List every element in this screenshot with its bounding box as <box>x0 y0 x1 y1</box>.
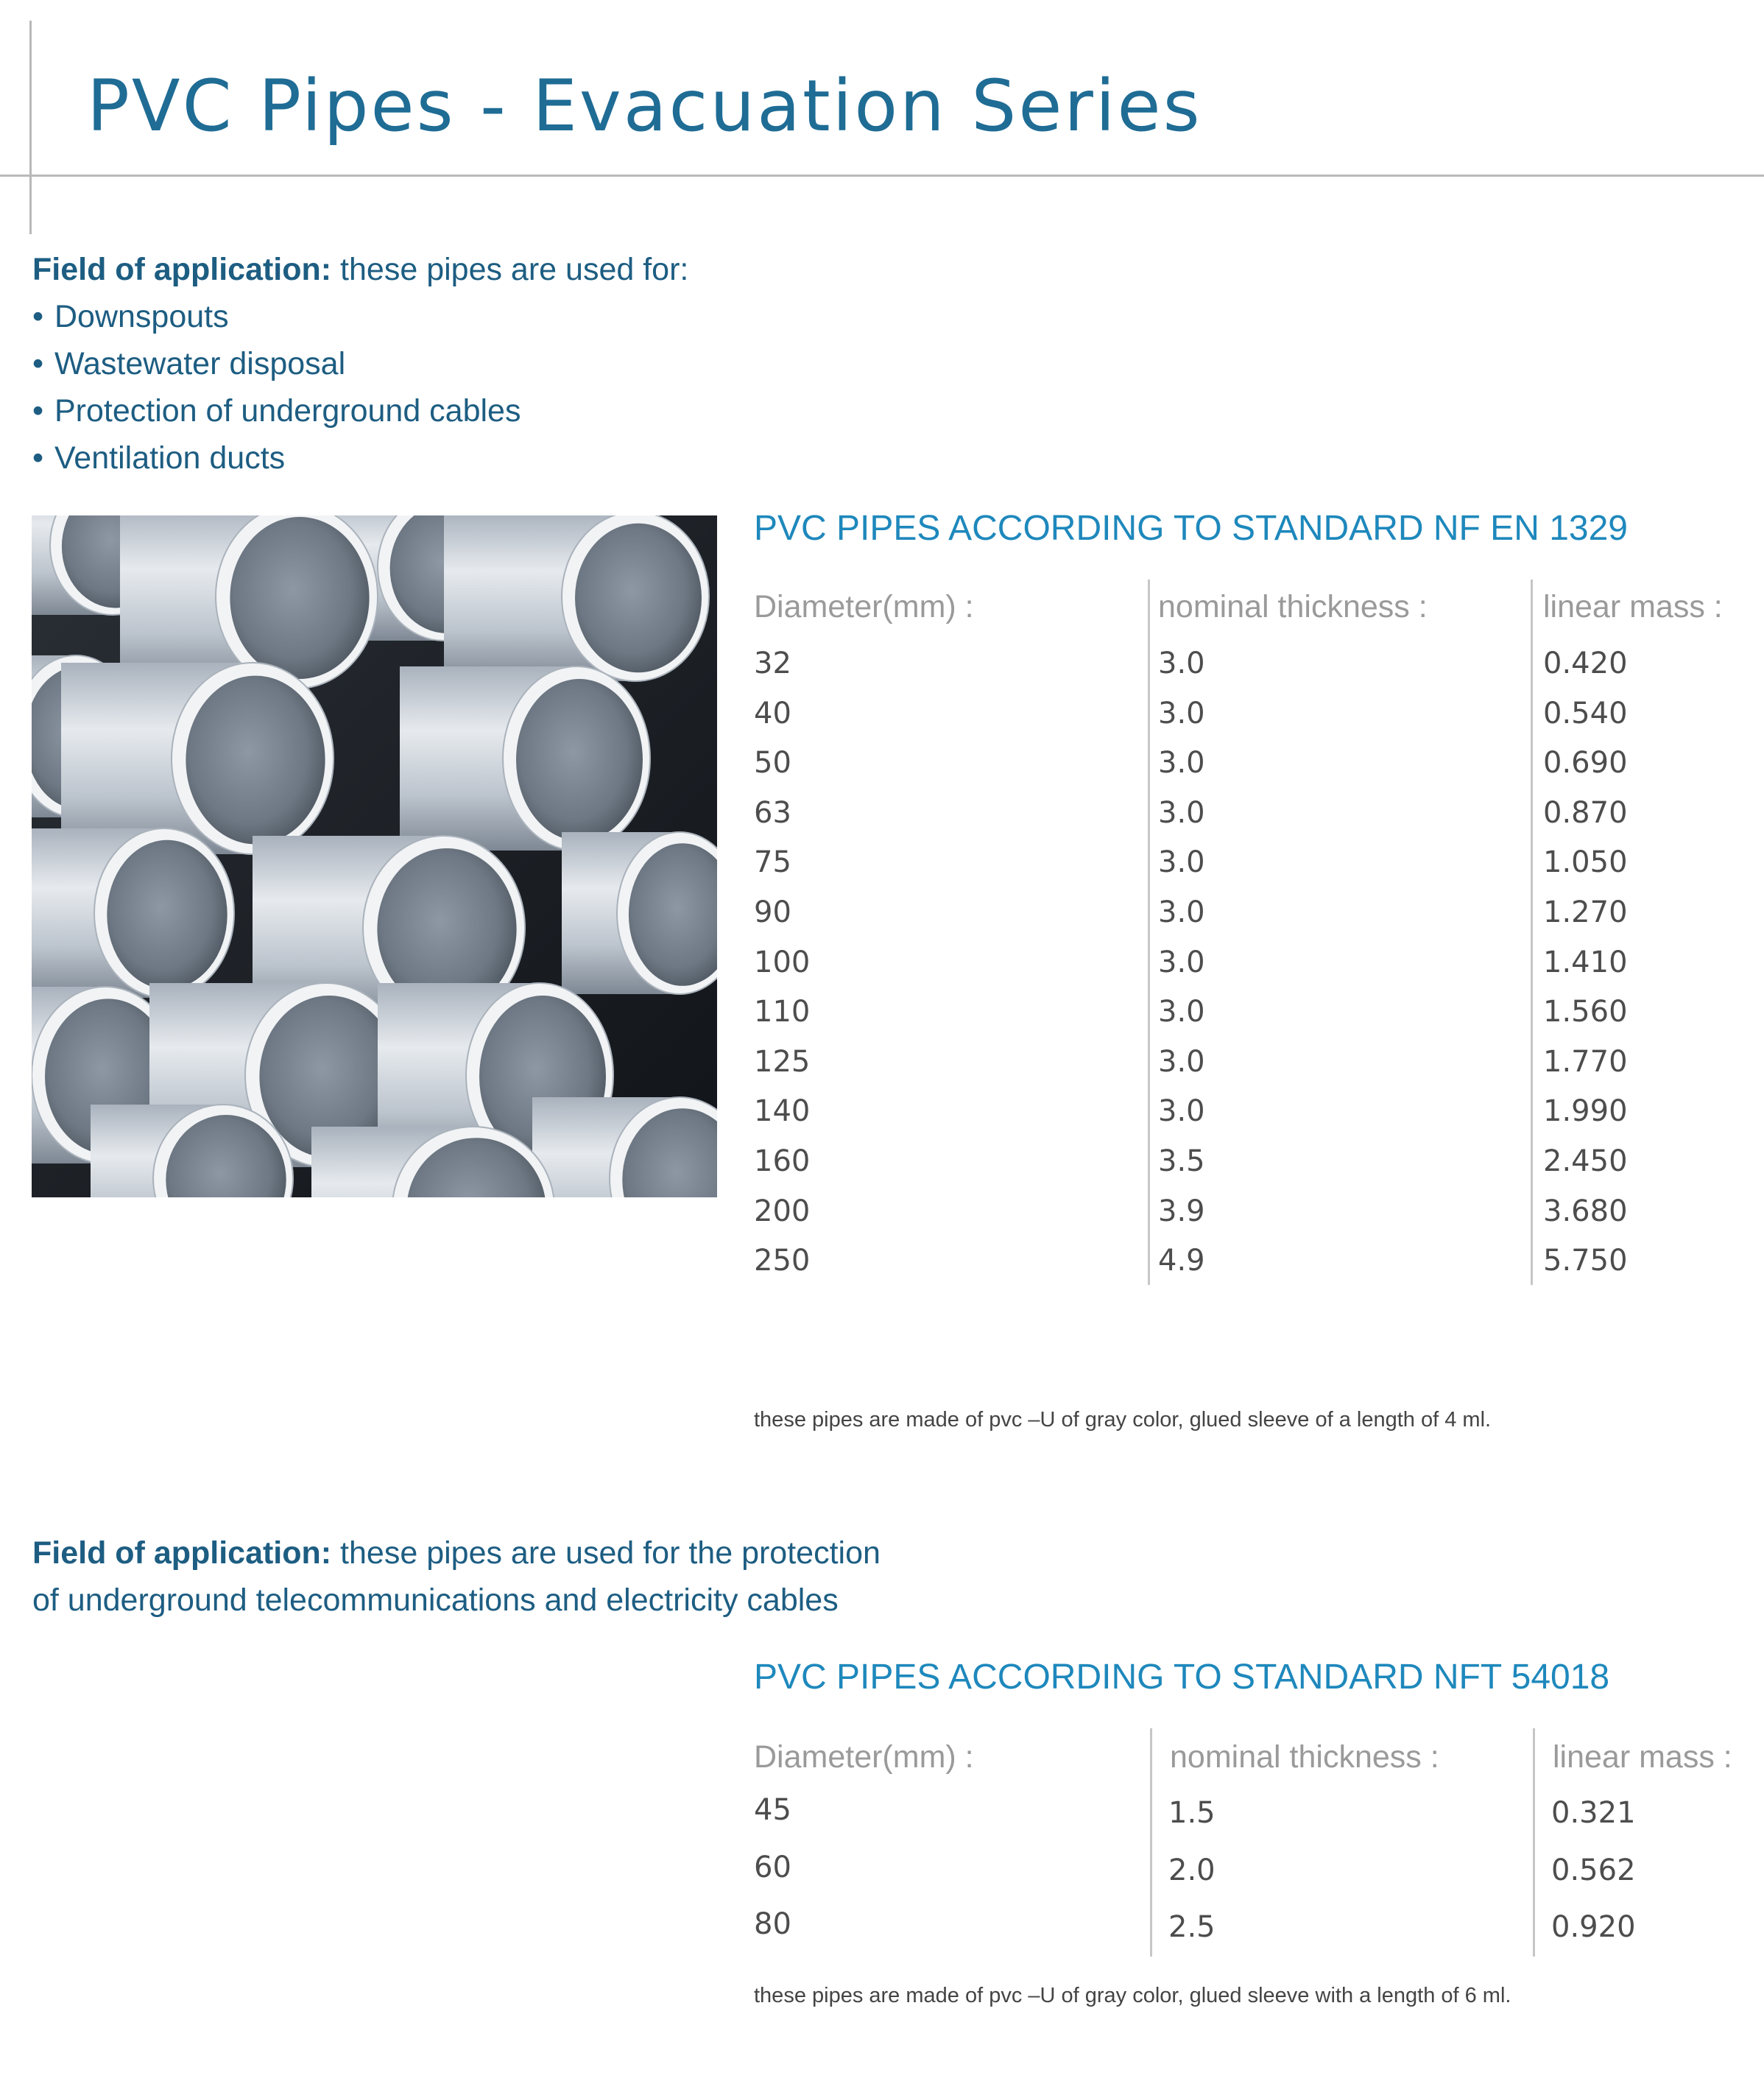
cell-mass: 3.680 <box>1543 1194 1628 1228</box>
cell-diameter: 100 <box>754 945 811 979</box>
column-header-diameter: Diameter(mm) : <box>754 589 974 624</box>
header-horizontal-rule <box>0 175 1764 177</box>
pipes-photo <box>32 515 717 1197</box>
table-note: these pipes are made of pvc –U of gray color, glued sleeve of a length of 4 ml. <box>754 1408 1492 1432</box>
column-header-thickness: nominal thickness : <box>1170 1739 1439 1775</box>
list-item: • Downspouts <box>32 293 688 340</box>
bullet-icon: • <box>32 346 44 381</box>
cell-thickness: 3.0 <box>1158 895 1205 929</box>
cell-thickness: 3.9 <box>1158 1194 1205 1228</box>
cell-mass: 1.560 <box>1543 995 1628 1029</box>
cell-mass: 0.420 <box>1543 647 1628 680</box>
cell-diameter: 160 <box>754 1144 811 1178</box>
column-header-diameter: Diameter(mm) : <box>754 1739 974 1775</box>
column-divider <box>1531 580 1533 1285</box>
cell-diameter: 140 <box>754 1094 811 1129</box>
application-text: these pipes are used for the protection <box>331 1535 881 1571</box>
column-header-thickness: nominal thickness : <box>1158 589 1428 624</box>
column-header-mass: linear mass : <box>1553 1739 1732 1775</box>
cell-diameter: 80 <box>754 1907 791 1941</box>
table-note: these pipes are made of pvc –U of gray color, glued sleeve with a length of 6 ml. <box>754 1984 1511 2007</box>
cell-thickness: 1.5 <box>1168 1796 1216 1830</box>
cell-diameter: 32 <box>754 647 791 680</box>
cell-diameter: 60 <box>754 1850 791 1884</box>
cell-thickness: 3.5 <box>1158 1144 1205 1178</box>
table-title: PVC PIPES ACCORDING TO STANDARD NFT 54018 <box>754 1658 1610 1697</box>
cell-thickness: 4.9 <box>1158 1244 1205 1278</box>
page-title: PVC Pipes - Evacuation Series <box>87 65 1202 147</box>
application-list <box>32 293 688 482</box>
cell-thickness: 3.0 <box>1158 696 1205 730</box>
bullet-icon: • <box>32 440 44 476</box>
cell-mass: 1.410 <box>1543 945 1628 979</box>
cell-thickness: 2.5 <box>1168 1910 1216 1944</box>
column-header-mass: linear mass : <box>1543 589 1723 624</box>
cell-thickness: 3.0 <box>1158 995 1205 1029</box>
cell-diameter: 110 <box>754 995 811 1029</box>
cell-mass: 0.321 <box>1551 1796 1636 1830</box>
table-title: PVC PIPES ACCORDING TO STANDARD NF EN 1329 <box>754 509 1628 548</box>
cell-mass: 1.990 <box>1543 1094 1628 1129</box>
cell-thickness: 3.0 <box>1158 647 1205 680</box>
header-vertical-rule <box>29 21 32 234</box>
column-divider <box>1533 1728 1535 1957</box>
cell-thickness: 3.0 <box>1158 845 1205 880</box>
application-label: Field of application: <box>32 1535 332 1571</box>
cell-mass: 5.750 <box>1543 1244 1628 1278</box>
cell-mass: 0.870 <box>1543 795 1628 830</box>
cell-diameter: 75 <box>754 845 791 880</box>
bullet-icon: • <box>32 393 44 429</box>
list-item: • Wastewater disposal <box>32 340 688 387</box>
application-label: Field of application: <box>32 252 332 287</box>
cell-diameter: 63 <box>754 795 791 830</box>
cell-diameter: 90 <box>754 895 791 929</box>
cell-thickness: 3.0 <box>1158 746 1205 781</box>
application-text-continued: of underground telecommunications and electricity cables <box>32 1582 839 1618</box>
cell-diameter: 45 <box>754 1793 791 1827</box>
cell-mass: 0.562 <box>1551 1853 1636 1887</box>
application-intro <box>32 246 688 293</box>
cell-diameter: 200 <box>754 1194 811 1228</box>
cell-diameter: 50 <box>754 746 791 781</box>
cell-thickness: 3.0 <box>1158 795 1205 830</box>
cell-mass: 1.270 <box>1543 895 1628 929</box>
column-divider <box>1148 580 1150 1285</box>
cell-diameter: 40 <box>754 696 791 730</box>
bullet-icon: • <box>32 299 44 334</box>
cell-thickness: 3.0 <box>1158 945 1205 979</box>
cell-thickness: 3.0 <box>1158 1094 1205 1129</box>
cell-mass: 2.450 <box>1543 1144 1628 1178</box>
cell-diameter: 125 <box>754 1044 811 1079</box>
cell-mass: 0.920 <box>1551 1910 1636 1944</box>
list-item: • Ventilation ducts <box>32 434 688 482</box>
cell-thickness: 2.0 <box>1168 1853 1216 1887</box>
application-section-2 <box>32 1529 881 1624</box>
cell-diameter: 250 <box>754 1244 811 1278</box>
column-divider <box>1150 1728 1152 1957</box>
application-text: these pipes are used for: <box>331 252 689 287</box>
cell-mass: 0.540 <box>1543 696 1628 730</box>
cell-mass: 1.770 <box>1543 1044 1628 1079</box>
application-section-1 <box>32 246 688 482</box>
cell-thickness: 3.0 <box>1158 1044 1205 1079</box>
list-item: • Protection of underground cables <box>32 387 688 434</box>
cell-mass: 0.690 <box>1543 746 1628 781</box>
cell-mass: 1.050 <box>1543 845 1628 880</box>
